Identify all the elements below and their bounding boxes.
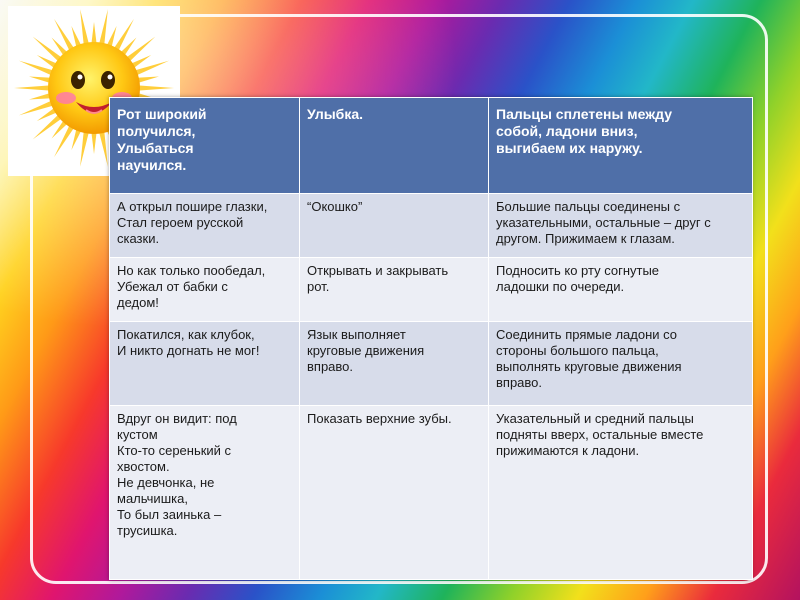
table-cell: Открывать и закрывать рот. [300, 258, 489, 322]
sun-ray [14, 85, 50, 90]
table-header-row [110, 98, 753, 194]
table-cell: “Окошко” [300, 194, 489, 258]
sun-ray [91, 22, 96, 44]
sun-ray [54, 125, 74, 158]
table-cell: Большие пальцы соединены с указательными, остальные – друг с другом. Прижимаем к глазам. [489, 194, 753, 258]
sun-ray [80, 9, 89, 45]
table-row [110, 194, 753, 258]
header-cell: Улыбка. [300, 98, 489, 194]
sun-ray [138, 85, 174, 90]
sun-ray [99, 131, 108, 167]
table-cell: Соединить прямые ладони со стороны большого пальца, выполнять круговые движения вправо. [489, 322, 753, 406]
table-row [110, 406, 753, 580]
table-cell: Указательный и средний пальцы подняты вверх, остальные вместе прижимаются к ладони. [489, 406, 753, 580]
sun-ray [33, 114, 62, 139]
header-cell: Пальцы сплетены между собой, ладони вниз, выгибаем их наружу. [489, 98, 753, 194]
sun-ray [126, 37, 155, 62]
sun-ray [114, 19, 134, 52]
sun-ray [137, 77, 159, 83]
sun-ray [91, 132, 96, 154]
table-cell: Покатился, как клубок, И никто догнать не мог! [110, 322, 300, 406]
table-row [110, 322, 753, 406]
sun-ray [29, 93, 51, 99]
table-cell: Подносить ко рту согнутые ладошки по очереди. [489, 258, 753, 322]
exercise-table [109, 97, 752, 580]
sun-ray [99, 9, 108, 45]
sun-ray [33, 37, 62, 62]
table-cell: Вдруг он видит: под кустом Кто-то серенький с хвостом. Не девчонка, не мальчишка, То был заинька – трусишка. [110, 406, 300, 580]
table-cell: Показать верхние зубы. [300, 406, 489, 580]
sun-ray [80, 131, 89, 167]
table-row [110, 258, 753, 322]
table-cell: Но как только пообедал, Убежал от бабки с дедом! [110, 258, 300, 322]
sun-ray [54, 19, 74, 52]
table-cell: А открыл пошире глазки, Стал героем русской сказки. [110, 194, 300, 258]
table-cell: Язык выполняет круговые движения вправо. [300, 322, 489, 406]
header-cell: Рот широкий получился, Улыбаться научился. [110, 98, 300, 194]
sun-ray [29, 77, 51, 83]
